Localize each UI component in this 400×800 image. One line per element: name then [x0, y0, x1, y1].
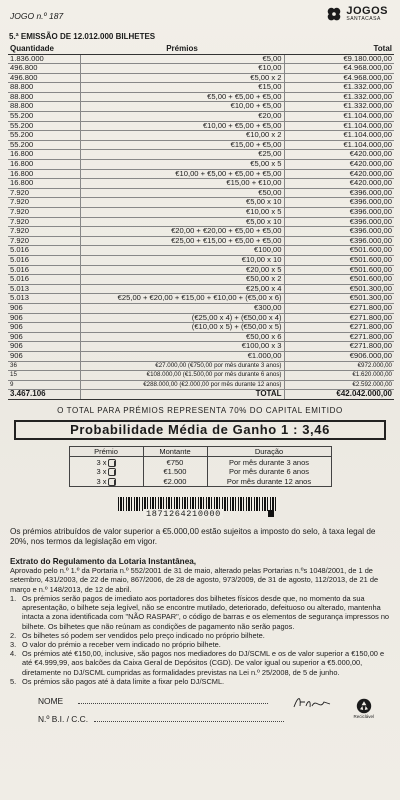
prize-total: €1.104.000,00: [284, 140, 394, 150]
prize-quantity: 88.800: [8, 83, 80, 93]
prize-quantity: 496.800: [8, 73, 80, 83]
prize-quantity: 7.920: [8, 188, 80, 198]
prize-row: [8, 227, 394, 237]
prize-description: €15,00: [80, 83, 284, 93]
prize-quantity: 16.800: [8, 160, 80, 170]
prize-description: €25,00: [80, 150, 284, 160]
regulation-title: Extrato do Regulamento da Lotaria Instantânea,: [10, 557, 197, 567]
prize-total: €271.800,00: [284, 313, 394, 323]
prize-description: €27.000,00 (€750,00 por mês durante 3 anos): [80, 361, 284, 371]
prize-row: [8, 342, 394, 352]
prize-quantity: 5.016: [8, 275, 80, 285]
prize-description: €100,00 x 3: [80, 342, 284, 352]
prize-row: [8, 208, 394, 218]
total-label: TOTAL: [80, 390, 284, 400]
monthly-prize-count: [69, 457, 143, 467]
prize-row: [8, 169, 394, 179]
owner-fields: [6, 692, 394, 752]
barcode-area: [6, 497, 394, 523]
prize-description: €25,00 + €20,00 + €15,00 + €10,00 + (€5,00 x 6): [80, 294, 284, 304]
brand-logo: [325, 6, 388, 24]
regulation-rule: [10, 649, 392, 677]
barcode-number: 1871264210000: [146, 509, 221, 520]
prize-total: €501.600,00: [284, 255, 394, 265]
dist-header-duration: Duração: [207, 447, 331, 457]
rule-number: 2.: [10, 630, 17, 640]
brand-name: JOGOS: [346, 5, 388, 17]
prize-symbol-icon: [108, 478, 116, 486]
monthly-prize-duration: Por mês durante 3 anos: [207, 457, 331, 467]
prize-description: €50,00 x 6: [80, 332, 284, 342]
prize-symbol-icon: [108, 468, 116, 476]
prize-total: €1.332.000,00: [284, 83, 394, 93]
prize-quantity: 16.800: [8, 150, 80, 160]
rule-number: 4.: [10, 649, 17, 659]
total-quantity: 3.467.106: [8, 390, 80, 400]
prize-quantity: 15: [8, 371, 80, 381]
tax-note: Os prémios atribuídos de valor superior a €5.000,00 estão sujeitos a imposto do selo, à taxa legal de 20%, nos termos da legislação em vigor.: [10, 527, 376, 547]
prize-row: [8, 255, 394, 265]
prize-description: €25,00 + €15,00 + €5,00 + €5,00: [80, 236, 284, 246]
prize-total: €396.000,00: [284, 217, 394, 227]
signature-mark: [292, 692, 332, 712]
prize-total: €1.104.000,00: [284, 131, 394, 141]
prize-quantity: 1.836.000: [8, 54, 80, 64]
prize-description: €10,00: [80, 64, 284, 74]
regulation-rule: [10, 594, 392, 631]
header-quantity: Quantidade: [8, 44, 80, 54]
prize-row: [8, 54, 394, 64]
prize-total: €396.000,00: [284, 236, 394, 246]
prize-total: €420.000,00: [284, 160, 394, 170]
rule-text: Os prémios serão pagos de imediato aos portadores dos bilhetes físicos desde que, no momento da sua apresentação, o bilhete seja legível, não se encontre mutilado, deteriorado, defeituoso ou alterado, mantenha intacta a zona identificada com "NÃO RASPAR", o código de barras e os elementos de segurança impressos no bilhete. Os bilhetes que não reúnam as condições de pagamento não serão pagos.: [22, 593, 390, 631]
prize-quantity: 5.016: [8, 246, 80, 256]
prize-table: [8, 44, 394, 400]
prize-description: €20,00 x 5: [80, 265, 284, 275]
prize-description: (€10,00 x 5) + (€50,00 x 5): [80, 323, 284, 333]
prize-description: €300,00: [80, 303, 284, 313]
prize-total: €501.300,00: [284, 294, 394, 304]
prize-quantity: 496.800: [8, 64, 80, 74]
prize-description: €5,00: [80, 54, 284, 64]
prize-quantity: 5.016: [8, 255, 80, 265]
prize-total: €2.592.000,00: [284, 380, 394, 390]
prize-description: €15,00 + €5,00: [80, 140, 284, 150]
header-total: Total: [284, 44, 394, 54]
monthly-prize-count-text: 3 x: [96, 457, 107, 467]
prize-row: [8, 150, 394, 160]
prize-quantity: 16.800: [8, 169, 80, 179]
prize-quantity: 7.920: [8, 227, 80, 237]
prize-row: [8, 323, 394, 333]
monthly-prize-count-text: 3 x: [96, 467, 107, 477]
prize-total: €271.800,00: [284, 323, 394, 333]
monthly-prize-table: [69, 446, 332, 487]
prize-row: [8, 275, 394, 285]
prize-quantity: 88.800: [8, 102, 80, 112]
prize-total: €271.800,00: [284, 303, 394, 313]
clover-icon: [325, 6, 343, 24]
prize-quantity: 55.200: [8, 121, 80, 131]
prize-description: €5,00 x 10: [80, 217, 284, 227]
prize-row: [8, 361, 394, 371]
prize-total: €1.104.000,00: [284, 112, 394, 122]
prize-row: [8, 179, 394, 189]
prize-row: [8, 188, 394, 198]
prize-row: [8, 198, 394, 208]
prize-row: [8, 73, 394, 83]
prize-description: €25,00 x 4: [80, 284, 284, 294]
prize-row: [8, 236, 394, 246]
prize-total: €501.600,00: [284, 246, 394, 256]
prize-description: €100,00: [80, 246, 284, 256]
prize-row: [8, 380, 394, 390]
name-label: NOME: [38, 695, 64, 706]
prize-description: €15,00 + €10,00: [80, 179, 284, 189]
prize-table-header: [8, 44, 394, 54]
prize-description: €288.000,00 (€2.000,00 por mês durante 12 anos): [80, 380, 284, 390]
probability-box: Probabilidade Média de Ganho 1 : 3,46: [14, 420, 386, 440]
total-amount: €42.042.000,00: [284, 390, 394, 400]
brand-subtitle: SANTACASA: [346, 16, 381, 22]
monthly-prize-duration: Por mês durante 6 anos: [207, 467, 331, 477]
prize-description: €10,00 x 2: [80, 131, 284, 141]
prize-quantity: 5.016: [8, 265, 80, 275]
regulation-intro: Aprovado pelo n.º 1.º da Portaria n.º 552/2001 de 31 de maio, alterado pelas Portarias n.ºs 1048/2001, de 1 de setembro, 431/2003, de 22 de maio, 867/2006, de 28 de agosto, 973/2009, de 31 de agosto, 112/2013, de 21 de março e n.º 148/2013, de 12 de abril.: [10, 566, 379, 594]
prize-total: €4.968.000,00: [284, 73, 394, 83]
prize-row: [8, 140, 394, 150]
prize-quantity: 7.920: [8, 198, 80, 208]
prize-total: €9.180.000,00: [284, 54, 394, 64]
prize-quantity: 7.920: [8, 236, 80, 246]
emission-title: 5.ª EMISSÃO DE 12.012.000 BILHETES: [9, 32, 156, 41]
prize-total: €271.800,00: [284, 342, 394, 352]
prize-row: [8, 121, 394, 131]
monthly-prize-count: [69, 477, 143, 487]
prize-description: €5,00 x 10: [80, 198, 284, 208]
prize-row: [8, 246, 394, 256]
prize-description: €108.000,00 (€1.500,00 por mês durante 6 anos): [80, 371, 284, 381]
prize-description: €10,00 + €5,00: [80, 102, 284, 112]
prize-quantity: 5.013: [8, 284, 80, 294]
regulation-rule: [10, 640, 392, 649]
prize-row: [8, 112, 394, 122]
prize-description: €10,00 + €5,00 + €5,00 + €5,00: [80, 169, 284, 179]
name-field[interactable]: [38, 696, 268, 706]
prize-row: [8, 265, 394, 275]
prize-quantity: 906: [8, 332, 80, 342]
prize-total: €1.104.000,00: [284, 121, 394, 131]
prize-total: €420.000,00: [284, 179, 394, 189]
prize-quantity: 906: [8, 323, 80, 333]
prize-quantity: 55.200: [8, 112, 80, 122]
prize-row: [8, 102, 394, 112]
prize-total: €420.000,00: [284, 169, 394, 179]
prize-quantity: 906: [8, 342, 80, 352]
id-label: N.º B.I. / C.C.: [38, 713, 89, 724]
prize-total: €396.000,00: [284, 188, 394, 198]
monthly-prize-count: [69, 467, 143, 477]
prize-description: €5,00 + €5,00 + €5,00: [80, 92, 284, 102]
dist-header-amount: Montante: [143, 447, 207, 457]
monthly-prize-row: [69, 467, 331, 477]
rule-text: Os bilhetes só podem ser vendidos pelo preço indicado no próprio bilhete.: [22, 630, 265, 640]
recycle-label: Reciclável: [353, 713, 374, 719]
prize-quantity: 7.920: [8, 217, 80, 227]
monthly-prize-amount: €1.500: [143, 467, 207, 477]
id-line[interactable]: [94, 714, 284, 722]
rule-text: Os prémios são pagos até à data limite a fixar pelo DJ/SCML.: [22, 676, 225, 686]
prize-description: €10,00 x 10: [80, 255, 284, 265]
monthly-prize-row: [69, 477, 331, 487]
capital-percent-note: O TOTAL PARA PRÉMIOS REPRESENTA 70% DO CAPITAL EMITIDO: [57, 406, 343, 416]
prize-description: €20,00: [80, 112, 284, 122]
prize-total: €271.800,00: [284, 332, 394, 342]
prize-description: €50,00: [80, 188, 284, 198]
prize-quantity: 906: [8, 351, 80, 361]
prize-total: €501.600,00: [284, 265, 394, 275]
prize-quantity: 88.800: [8, 92, 80, 102]
barcode-end-mark: [268, 510, 274, 517]
prize-row: [8, 131, 394, 141]
prize-description: €50,00 x 2: [80, 275, 284, 285]
monthly-prize-duration: Por mês durante 12 anos: [207, 477, 331, 487]
ticket-header: [6, 4, 394, 34]
prize-total: €1.332.000,00: [284, 92, 394, 102]
prize-description: €1.000,00: [80, 351, 284, 361]
rule-text: Os prémios até €150,00, inclusive, são pagos nos mediadores do DJ/SCML e os de valor superior a €150,00 e até €4.999,99, aos balcões da Caixa Geral de Depósitos (CGD). De valor igual ou superior a €5.000,00, diretamente no DJ/SCML cumpridas as formalidades previstas na Lei n.º 25/2008, de 5 de junho.: [22, 649, 385, 677]
name-line[interactable]: [78, 696, 268, 704]
prize-total: €501.600,00: [284, 275, 394, 285]
prize-quantity: 55.200: [8, 140, 80, 150]
rule-number: 3.: [10, 639, 17, 649]
rule-text: O valor do prémio a receber vem indicado no próprio bilhete.: [22, 639, 221, 649]
prize-total: €396.000,00: [284, 198, 394, 208]
prize-description: (€25,00 x 4) + (€50,00 x 4): [80, 313, 284, 323]
monthly-prize-count-text: 3 x: [96, 477, 107, 487]
prize-row: [8, 303, 394, 313]
prize-quantity: 9: [8, 380, 80, 390]
prize-row: [8, 371, 394, 381]
prize-description: €10,00 + €5,00 + €5,00: [80, 121, 284, 131]
monthly-prize-row: [69, 457, 331, 467]
header-prizes: Prémios: [80, 44, 284, 54]
prize-total: €501.300,00: [284, 284, 394, 294]
regulation-rule: [10, 677, 392, 686]
monthly-prize-amount: €2.000: [143, 477, 207, 487]
prize-total: €4.968.000,00: [284, 64, 394, 74]
prize-row: [8, 351, 394, 361]
prize-quantity: 906: [8, 303, 80, 313]
prize-total: €420.000,00: [284, 150, 394, 160]
id-field[interactable]: [38, 714, 284, 724]
regulation-rule: [10, 631, 392, 640]
prize-quantity: 5.013: [8, 294, 80, 304]
prize-total: €972.000,00: [284, 361, 394, 371]
prize-row: [8, 160, 394, 170]
prize-total: €396.000,00: [284, 227, 394, 237]
prize-row: [8, 294, 394, 304]
prize-total: €1.620.000,00: [284, 371, 394, 381]
prize-table-body: [8, 54, 394, 390]
prize-row: [8, 332, 394, 342]
rule-number: 5.: [10, 676, 17, 686]
prize-quantity: 7.920: [8, 208, 80, 218]
prize-total: €396.000,00: [284, 208, 394, 218]
prize-row: [8, 83, 394, 93]
monthly-prize-amount: €750: [143, 457, 207, 467]
prize-description: €20,00 + €20,00 + €5,00 + €5,00: [80, 227, 284, 237]
rule-number: 1.: [10, 593, 17, 603]
prize-symbol-icon: [108, 459, 116, 467]
game-number: JOGO n.º 187: [10, 11, 64, 21]
prize-quantity: 55.200: [8, 131, 80, 141]
dist-header-prize: Prémio: [69, 447, 143, 457]
recycle-badge: [353, 698, 374, 719]
prize-total: €906.000,00: [284, 351, 394, 361]
prize-description: €5,00 x 2: [80, 73, 284, 83]
recycle-icon: [356, 698, 372, 714]
regulation-rules: [10, 594, 392, 686]
prize-description: €10,00 x 5: [80, 208, 284, 218]
prize-row: [8, 92, 394, 102]
prize-row: [8, 64, 394, 74]
prize-total: €1.332.000,00: [284, 102, 394, 112]
prize-total-row: [8, 390, 394, 400]
prize-quantity: 16.800: [8, 179, 80, 189]
prize-quantity: 906: [8, 313, 80, 323]
prize-quantity: 36: [8, 361, 80, 371]
prize-description: €5,00 x 5: [80, 160, 284, 170]
monthly-prize-body: [69, 457, 331, 487]
